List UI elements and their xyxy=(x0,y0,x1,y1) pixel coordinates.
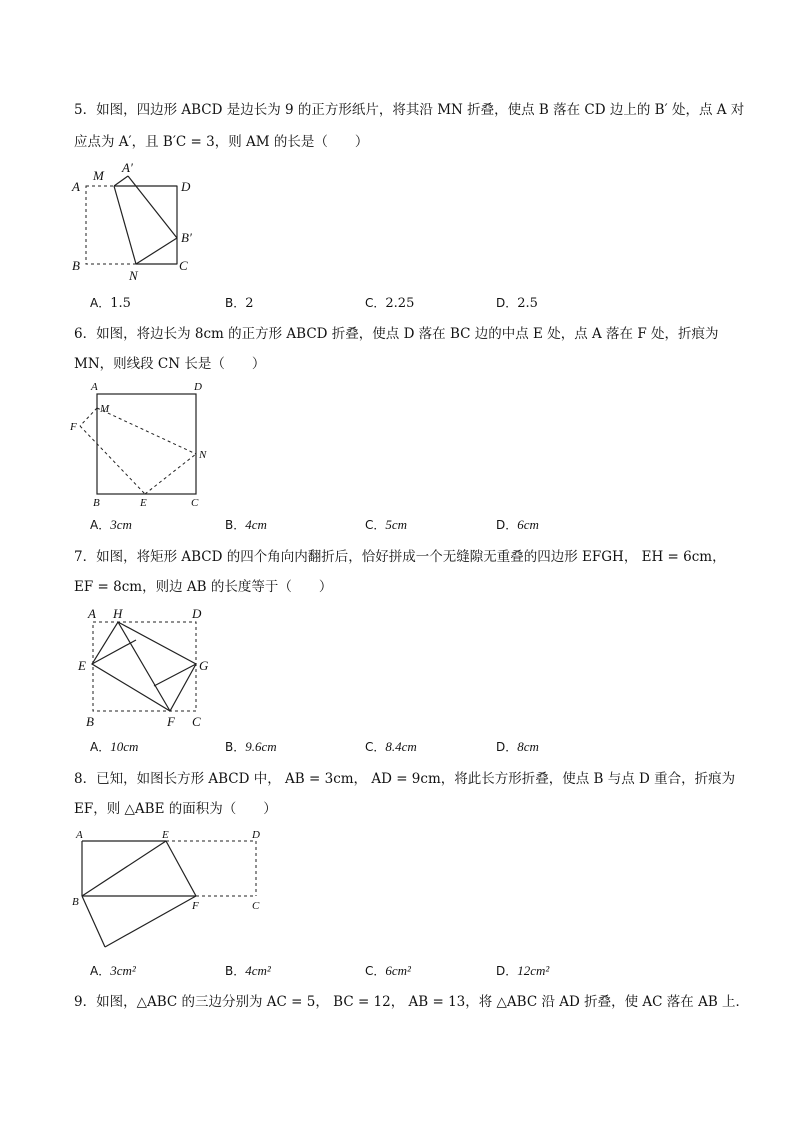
q5-text-line2: 应点为 A′，且 B′C = 3，则 AM 的长是（ ） xyxy=(74,134,369,150)
q5-label-n: N xyxy=(129,268,138,283)
q5-label-c: C xyxy=(179,258,188,273)
q9-text-line1: 9．如图，△ABC 的三边分别为 AC = 5， BC = 12， AB = 13，将 △ABC 沿 AD 折叠，使 AC 落在 AB 上． xyxy=(74,994,750,1010)
q6-figure xyxy=(66,380,226,510)
q7-option-b[interactable]: B．9.6cm xyxy=(225,739,277,754)
q5-label-a-prime: A′ xyxy=(122,160,133,175)
q5-label-b-prime: B′ xyxy=(181,230,192,245)
q7-option-c[interactable]: C．8.4cm xyxy=(365,739,417,754)
q8-label-c: C xyxy=(252,900,260,912)
q8-segment-fold-f xyxy=(105,896,196,947)
q8-segment-b-fold xyxy=(82,896,105,947)
q8-label-d: D xyxy=(252,829,260,841)
q8-fold-ef xyxy=(166,841,196,896)
q8-label-e: E xyxy=(162,829,169,841)
q5-text-line1: 5．如图，四边形 ABCD 是边长为 9 的正方形纸片，将其沿 MN 折叠，使点 B 落在 CD 边上的 B′ 处，点 A 对 xyxy=(74,102,745,118)
q6-option-d[interactable]: D．6cm xyxy=(496,517,539,532)
q8-text-line1: 8．已知，如图长方形 ABCD 中， AB = 3cm， AD = 9cm，将此长方形折叠，使点 B 与点 D 重合，折痕为 xyxy=(74,771,736,787)
q6-text-line2: MN，则线段 CN 长是（ ） xyxy=(74,356,266,372)
q6-fold-mn xyxy=(97,408,196,454)
q6-label-n: N xyxy=(199,449,207,461)
q6-label-e: E xyxy=(140,497,147,509)
q5-segment-ma2 xyxy=(114,176,128,186)
q7-label-g: G xyxy=(199,658,209,673)
q8-option-a[interactable]: A．3cm² xyxy=(90,963,136,978)
q5-option-a[interactable]: A．1.5 xyxy=(90,296,131,311)
q5-label-d: D xyxy=(181,179,191,194)
q7-option-a[interactable]: A．10cm xyxy=(90,739,139,754)
q5-option-c[interactable]: C．2.25 xyxy=(365,296,415,311)
q7-label-e: E xyxy=(78,658,86,673)
q8-option-d[interactable]: D．12cm² xyxy=(496,963,550,978)
q7-option-d[interactable]: D．8cm xyxy=(496,739,539,754)
q5-option-d[interactable]: D．2.5 xyxy=(496,296,538,311)
q8-text-line2: EF，则 △ABE 的面积为（ ） xyxy=(74,801,277,817)
q7-text-line1: 7．如图，将矩形 ABCD 的四个角向内翻折后，恰好拼成一个无缝隙无重叠的四边形 EFGH， EH = 6cm， xyxy=(74,549,726,565)
q8-label-a: A xyxy=(76,829,83,841)
q6-segment-en xyxy=(145,454,196,494)
q6-label-d: D xyxy=(194,381,202,393)
q5-label-a: A xyxy=(72,179,80,194)
q6-label-c: C xyxy=(191,497,199,509)
q6-label-f: F xyxy=(70,421,77,433)
q8-figure xyxy=(66,825,286,955)
q8-segment-be xyxy=(82,841,166,896)
q7-label-c: C xyxy=(192,714,201,729)
q6-label-a: A xyxy=(91,381,98,393)
q7-crease-e xyxy=(92,640,136,664)
q6-option-b[interactable]: B．4cm xyxy=(225,517,267,532)
q5-segment-b2n xyxy=(136,238,177,264)
q5-figure xyxy=(66,158,226,286)
q6-text-line1: 6．如图，将边长为 8cm 的正方形 ABCD 折叠，使点 D 落在 BC 边的中点 E 处，点 A 落在 F 处，折痕为 xyxy=(74,326,719,342)
q6-square xyxy=(97,394,196,494)
q7-label-f: F xyxy=(167,714,175,729)
q6-label-m: M xyxy=(100,403,110,415)
q8-label-b: B xyxy=(72,896,79,908)
q6-label-b: B xyxy=(93,497,100,509)
q6-segment-mf xyxy=(80,408,97,426)
q5-segment-a2b2 xyxy=(128,176,177,238)
q7-text-line2: EF = 8cm，则边 AB 的长度等于（ ） xyxy=(74,579,333,595)
q5-label-b: B xyxy=(72,258,80,273)
q7-label-b: B xyxy=(86,714,94,729)
q7-label-h: H xyxy=(113,606,123,621)
q6-option-a[interactable]: A．3cm xyxy=(90,517,132,532)
q6-option-c[interactable]: C．5cm xyxy=(365,517,408,532)
q5-fold-mn xyxy=(114,186,136,264)
q8-option-b[interactable]: B．4cm² xyxy=(225,963,271,978)
q7-figure xyxy=(66,602,226,732)
q5-label-m: M xyxy=(93,168,104,183)
q6-segment-fe xyxy=(80,426,145,494)
q7-label-d: D xyxy=(192,606,202,621)
q8-label-f: F xyxy=(192,900,199,912)
q7-label-a: A xyxy=(88,606,96,621)
q5-original-square xyxy=(86,186,177,264)
q8-option-c[interactable]: C．6cm² xyxy=(365,963,411,978)
q5-option-b[interactable]: B．2 xyxy=(225,296,254,311)
